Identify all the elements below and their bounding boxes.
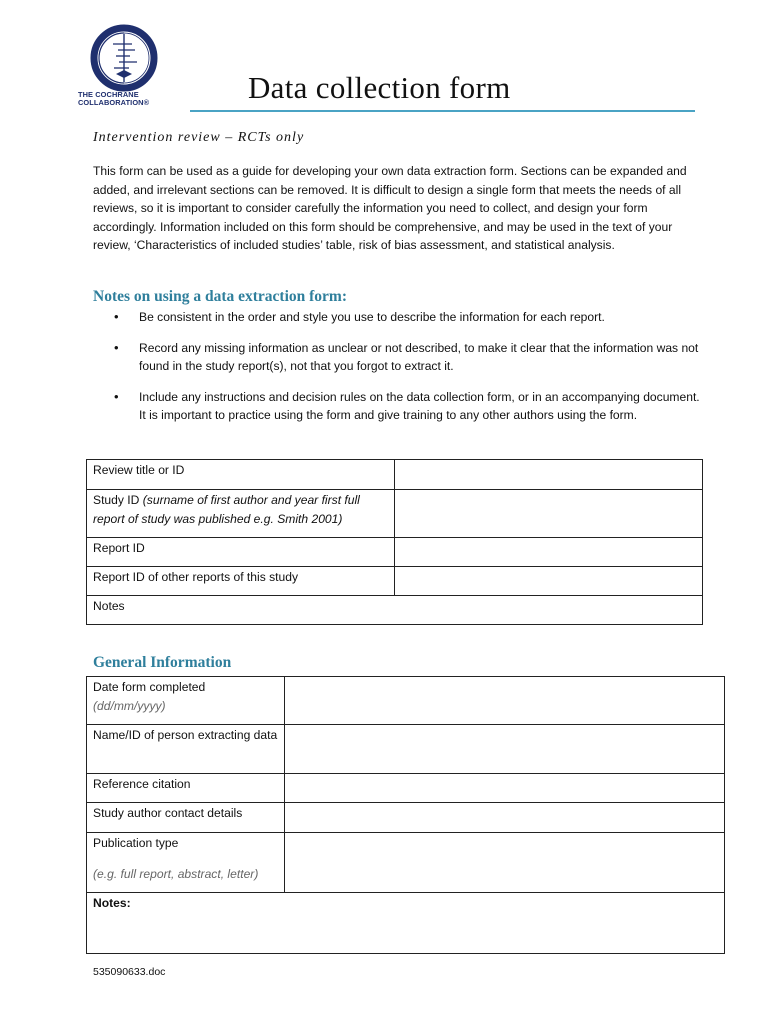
date-label: Date form completed [93,680,206,694]
bullet-icon: • [114,339,119,355]
logo-line-2: COLLABORATION® [78,98,150,107]
date-hint: (dd/mm/yyyy) [93,698,166,713]
table-row [87,803,725,833]
general-info-heading: General Information [93,654,232,671]
general-info-table [86,676,725,954]
list-item [110,339,708,376]
contact-label: Study author contact details [87,803,285,833]
other-reports-label: Report ID of other reports of this study [87,567,395,596]
table-row [87,460,703,490]
publication-hint: (e.g. full report, abstract, letter) [93,866,259,881]
logo-line-1: THE COCHRANE [78,90,139,99]
general-notes-label: Notes: [93,896,131,910]
study-id-field[interactable] [394,490,702,538]
notes-field[interactable] [87,596,703,625]
study-id-label: Study ID [93,493,140,507]
review-title-label: Review title or ID [87,460,395,490]
intro-paragraph: This form can be used as a guide for developing your own data extraction form. Sections can be expanded and added, and irrelevant sections can be removed. It is difficult to design a single form that meets the needs of all reviews, so it is important to consider carefully the information you need to collect, and design your form accordingly. Information included on this form should be comprehensive, and may be used in the text of your review, ‘Characteristics of included studies’ table, risk of bias assessment, and statistical analysis. [93,164,687,253]
person-field[interactable] [284,725,724,774]
study-id-note: (surname of first author and year first full report of study was published e.g. Smith 2001) [93,493,360,526]
table-row [87,893,725,954]
contact-field[interactable] [284,803,724,833]
notes-label: Notes [93,599,125,613]
page-title: Data collection form [248,70,511,105]
table-row [87,677,725,725]
study-id-label-cell [87,490,395,538]
logo-wordmark [78,91,174,107]
general-notes-field[interactable] [87,893,725,954]
bullet-icon: • [114,388,119,404]
table-row [87,596,703,625]
note-text: Include any instructions and decision rules on the data collection form, or in an accompanying document. It is important to practice using the form and give training to any other authors using the form. [139,389,700,423]
publication-field[interactable] [284,833,724,893]
review-title-field[interactable] [394,460,702,490]
footer-filename: 535090633.doc [93,966,166,978]
table-row [87,567,703,596]
publication-label: Publication type [93,836,179,850]
review-table [86,459,703,625]
table-row [87,725,725,774]
notes-heading: Notes on using a data extraction form: [93,288,348,305]
note-text: Be consistent in the order and style you use to describe the information for each report. [139,310,605,324]
notes-list [110,308,708,437]
person-label: Name/ID of person extracting data [87,725,285,774]
table-row [87,774,725,803]
citation-label: Reference citation [87,774,285,803]
title-divider [190,110,695,112]
table-row [87,538,703,567]
bullet-icon: • [114,309,119,324]
date-label-cell [87,677,285,725]
citation-field[interactable] [284,774,724,803]
report-id-label: Report ID [87,538,395,567]
report-id-field[interactable] [394,538,702,567]
list-item [110,308,708,327]
publication-label-cell [87,833,285,893]
list-item [110,388,708,425]
document-subtitle: Intervention review – RCTs only [93,130,305,145]
table-row [87,833,725,893]
table-row [87,490,703,538]
note-text: Record any missing information as unclear or not described, to make it clear that the information was not found in the study report(s), not that you forgot to extract it. [139,340,699,374]
other-reports-field[interactable] [394,567,702,596]
date-field[interactable] [284,677,724,725]
